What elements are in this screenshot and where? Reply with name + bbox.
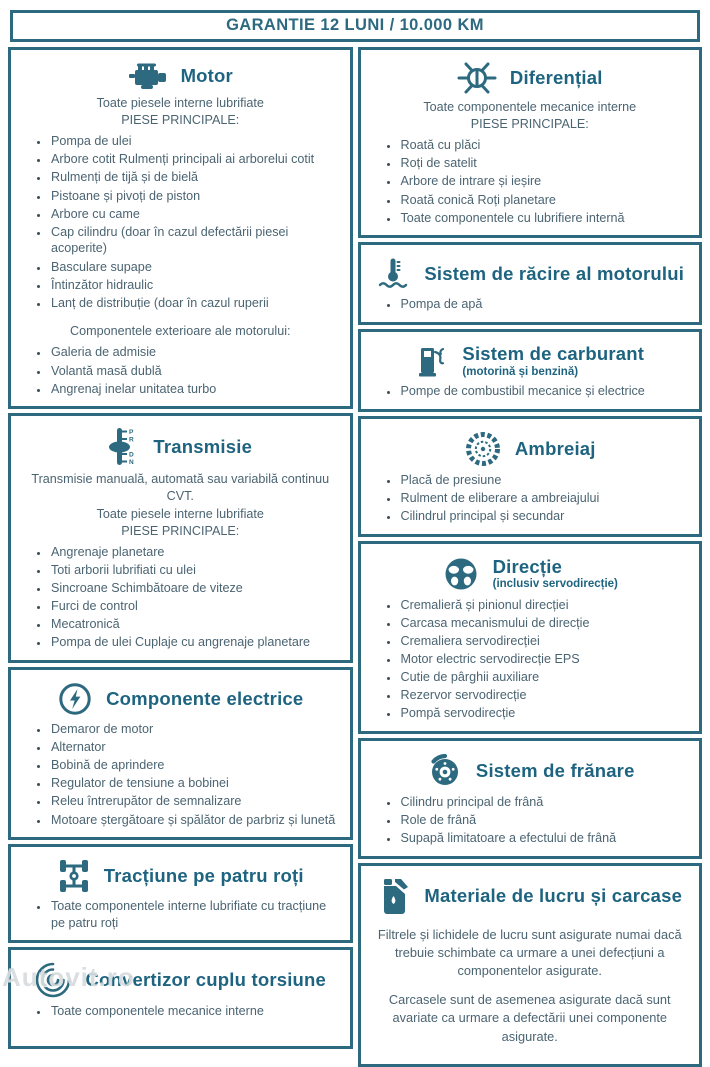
section-header [371, 752, 690, 790]
steering-wheel-icon [442, 555, 480, 593]
bullet-item: • Cremalieră și pinionul direcției [399, 597, 690, 614]
section-titles [106, 689, 303, 709]
section-header [21, 61, 340, 91]
section-header [371, 61, 690, 95]
bullet-item: • Cilindru principal de frână [399, 794, 690, 811]
left-column [8, 47, 353, 1049]
bullet-item: • Volantă masă dublă [49, 363, 340, 380]
coverage-grid [8, 47, 702, 1067]
bullet-item: • Motoare ștergătoare și spălător de parbriz și lunetă [49, 812, 340, 829]
bullet-list [371, 794, 690, 847]
intro-line: PIESE PRINCIPALE: [470, 117, 589, 132]
section-franare [358, 738, 703, 859]
engine-icon [128, 61, 168, 91]
lightning-icon [57, 681, 93, 717]
section-racire [358, 242, 703, 325]
section-title: Sistem de frănare [475, 759, 635, 781]
section-materiale [358, 863, 703, 1067]
right-column [358, 47, 703, 1067]
torque-converter-icon [34, 961, 72, 999]
fuel-pump-icon [415, 343, 449, 379]
intro-line: Toate piesele interne lubrifiate [96, 506, 264, 521]
bullet-item: • Alternator [49, 739, 340, 756]
bullet-list [371, 383, 690, 400]
section-titles [153, 437, 252, 457]
section-motor [8, 47, 353, 409]
bullet-item: • Întinzător hidraulic [49, 277, 340, 294]
section-subtitle: (inclusiv servodirecție) [492, 578, 618, 591]
section-transmisie [8, 413, 353, 663]
section-title: Materiale de lucru și carcase [424, 884, 683, 906]
clutch-disc-icon [464, 430, 502, 468]
bullet-item: • Toate componentele interne lubrifiate cu tracțiune pe patru roți [49, 898, 340, 931]
bullet-item: • Motor electric servodirecție EPS [399, 651, 690, 668]
bullet-item: • Basculare supape [49, 259, 340, 276]
bullet-list [21, 133, 340, 311]
section-title: Sistem de carburant [462, 343, 645, 365]
bullet-item: • Toate componentele cu lubrifiere internă [399, 210, 690, 227]
bullet-item: • Supapă limitatoare a efectului de frână [399, 830, 690, 847]
bullet-list [371, 296, 690, 313]
differential-icon [457, 61, 497, 95]
four-wheel-drive-icon [57, 858, 91, 894]
page-title: GARANTIE 12 LUNI / 10.000 KM [226, 16, 484, 34]
bullet-item: • Roți de satelit [399, 155, 690, 172]
section-title: Sistem de răcire al motorului [424, 263, 685, 285]
bullet-item: • Cremaliera servodirecției [399, 633, 690, 650]
bullet-item: • Lanț de distribuție (doar în cazul ruperii [49, 295, 340, 312]
section-titles [104, 866, 304, 886]
oil-canister-icon [377, 877, 411, 915]
bullet-list [371, 597, 690, 722]
intro-line: PIESE PRINCIPALE: [121, 523, 240, 538]
section-titles [476, 761, 635, 781]
section-titles [424, 886, 682, 906]
bullet-item: • Sincroane Schimbătoare de viteze [49, 580, 340, 597]
section-diferential [358, 47, 703, 238]
bullet-item: • Role de frână [399, 812, 690, 829]
bullet-list [371, 472, 690, 525]
section-header [21, 427, 340, 467]
bullet-item: • Demaror de motor [49, 721, 340, 738]
section-header [371, 555, 690, 593]
section-title: Transmisie [153, 436, 253, 458]
section-title: Convertizor cuplu torsiune [85, 969, 327, 991]
brake-disc-icon [425, 752, 463, 790]
bullet-item: • Cap cilindru (doar în cazul defectării piesei acoperite) [49, 224, 340, 257]
section-titles [85, 970, 326, 990]
gear-shifter-icon [108, 427, 140, 467]
bullet-item: • Furci de control [49, 598, 340, 615]
coverage-note: Carcasele sunt de asemenea asigurate dacă sunt avariate ca urmare a defectării unei componente asigurate. [388, 992, 671, 1044]
section-title: Direcție [492, 556, 563, 578]
section-subtitle: (motorină și benzină) [462, 365, 579, 378]
bullet-item: • Carcasa mecanismului de direcție [399, 615, 690, 632]
section-titles [515, 439, 596, 459]
bullet-list [21, 344, 340, 397]
section-titles [510, 68, 603, 88]
intro-line: Toate componentele mecanice interne [423, 100, 637, 114]
bullet-item: • Pompa de ulei Cuplaje cu angrenaje planetare [49, 634, 340, 651]
bullet-item: • Pistoane și pivoți de piston [49, 188, 340, 205]
svg-text:N: N [129, 459, 135, 467]
bullet-item: • Pompă servodirecție [399, 705, 690, 722]
section-componente-electrice [8, 667, 353, 840]
bullet-item: • Cutie de pârghii auxiliare [399, 669, 690, 686]
section-titles [424, 264, 684, 284]
bullet-item: • Rulment de eliberare a ambreiajului [399, 490, 690, 507]
bullet-item: • Toate componentele mecanice interne [49, 1003, 340, 1020]
section-header [21, 681, 340, 717]
bullet-item: • Rezervor servodirecție [399, 687, 690, 704]
section-carburant [358, 329, 703, 412]
svg-text:D: D [129, 451, 135, 459]
bullet-item: • Galeria de admisie [49, 344, 340, 361]
bullet-list [21, 721, 340, 828]
bullet-item: • Pompa de ulei [49, 133, 340, 150]
section-header [371, 343, 690, 379]
bullet-item: • Bobină de aprindere [49, 757, 340, 774]
bullet-list [21, 898, 340, 931]
intro-line: Transmisie manuală, automată sau variabilă continuu CVT. [31, 472, 330, 504]
svg-text:R: R [129, 436, 135, 444]
thermometer-icon [375, 256, 411, 292]
section-titles [181, 66, 233, 86]
watermark: Autovit.ro [2, 962, 135, 992]
bullet-item: • Arbore de intrare și ieșire [399, 173, 690, 190]
section-directie [358, 541, 703, 734]
bullet-item: • Pompa de apă [399, 296, 690, 313]
bullet-list [371, 137, 690, 226]
section-convertizor [8, 947, 353, 1049]
section-title: Diferențial [509, 66, 603, 88]
bullet-item: • Arbore cotit Rulmenți principali ai arborelui cotit [49, 151, 340, 168]
section-header [371, 430, 690, 468]
section-header [371, 877, 690, 915]
section-tractiune [8, 844, 353, 943]
bullet-item: • Placă de presiune [399, 472, 690, 489]
section-title: Tracțiune pe patru roți [103, 864, 304, 886]
section-title: Ambreiaj [514, 437, 596, 459]
section-titles [462, 344, 644, 377]
bullet-item: • Angrenaj inelar unitatea turbo [49, 381, 340, 398]
bullet-list [21, 544, 340, 651]
bullet-item: • Pompe de combustibil mecanice și electrice [399, 383, 690, 400]
bullet-item: • Roată conică Roți planetare [399, 192, 690, 209]
group-heading: Componentele exterioare ale motorului: [69, 324, 291, 339]
svg-text:P: P [129, 429, 134, 437]
bullet-item: • Arbore cu came [49, 206, 340, 223]
warranty-header [10, 10, 700, 42]
bullet-item: • Roată cu plăci [399, 137, 690, 154]
coverage-note: Filtrele și lichidele de lucru sunt asigurate numai dacă trebuie schimbate ca urmare a unei defecțiuni a componentelor asigurate. [377, 926, 682, 979]
section-title: Componente electrice [106, 687, 304, 709]
bullet-item: • Toti arborii lubrifiati cu ulei [49, 562, 340, 579]
section-ambreiaj [358, 416, 703, 537]
section-header [371, 256, 690, 292]
bullet-item: • Cilindrul principal și secundar [399, 508, 690, 525]
bullet-item: • Angrenaje planetare [49, 544, 340, 561]
bullet-item: • Rulmenți de tijă și de bielă [49, 169, 340, 186]
bullet-item: • Mecatronică [49, 616, 340, 633]
section-header [21, 858, 340, 894]
bullet-item: • Releu întrerupător de semnalizare [49, 793, 340, 810]
intro-line: PIESE PRINCIPALE: [121, 113, 240, 128]
intro-line: Toate piesele interne lubrifiate [96, 96, 264, 110]
bullet-item: • Regulator de tensiune a bobinei [49, 775, 340, 792]
bullet-list [21, 1003, 340, 1020]
section-header [21, 961, 340, 999]
section-title: Motor [180, 64, 233, 86]
section-titles [493, 557, 618, 590]
